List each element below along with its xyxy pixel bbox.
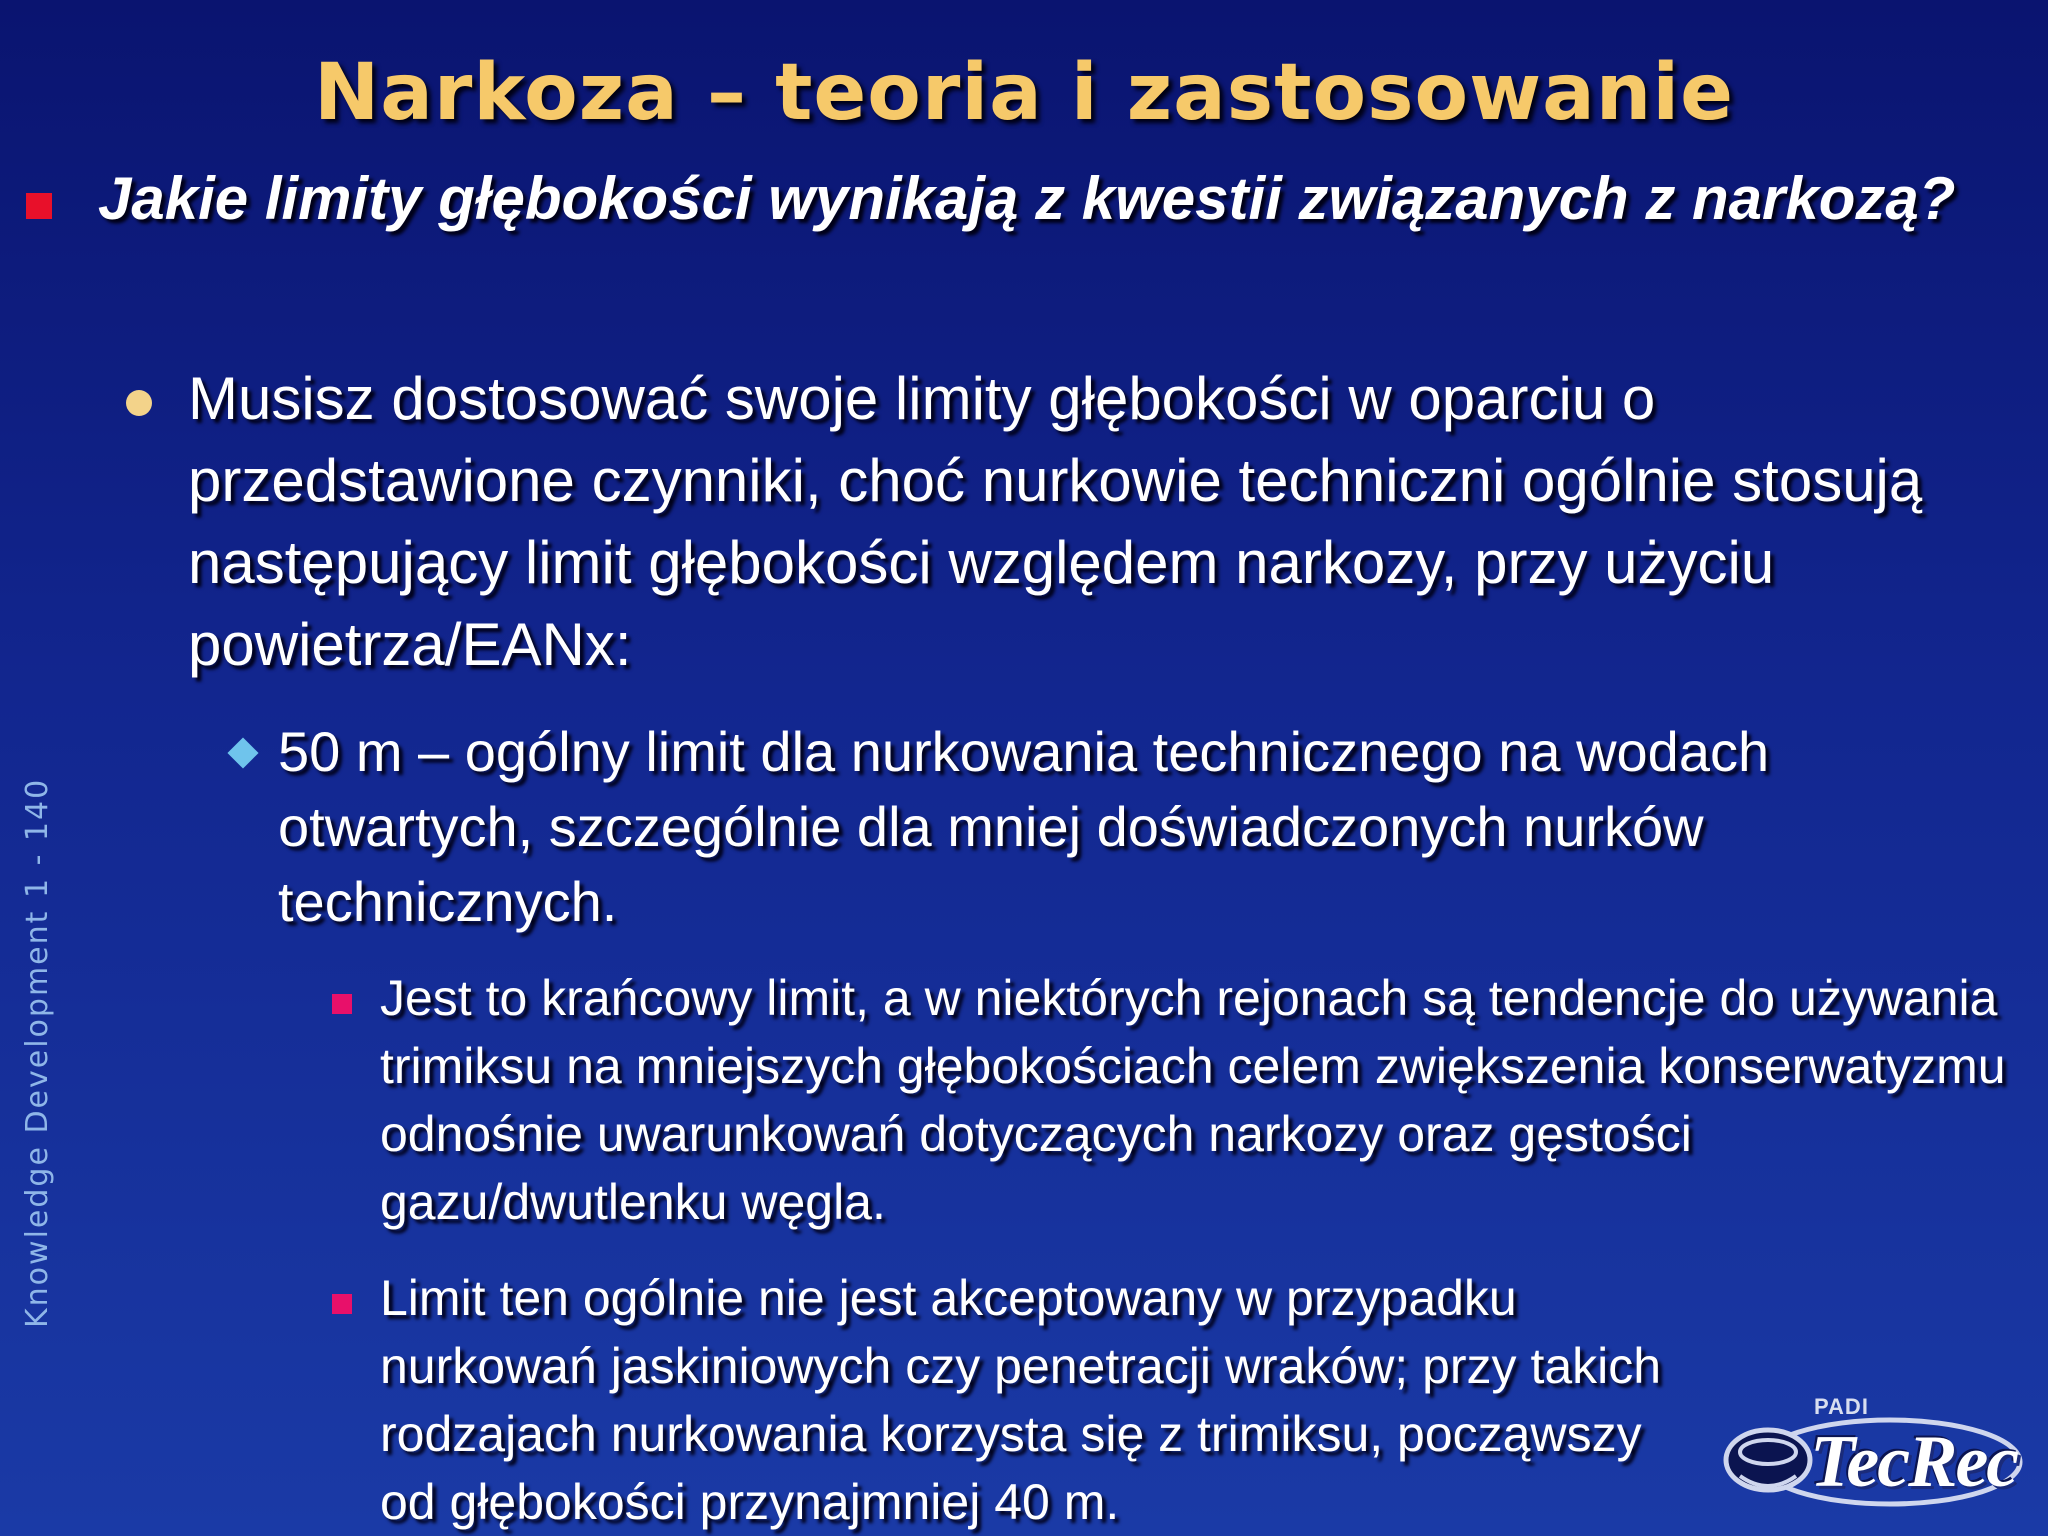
square-bullet-icon <box>26 193 52 219</box>
logo-padi-text: PADI <box>1814 1394 1869 1419</box>
slide-title: Narkoza – teoria i zastosowanie <box>314 48 1734 138</box>
side-label: Knowledge Development 1 - 140 <box>20 777 55 1328</box>
bullet-level1-text: Musisz dostosować swoje limity głębokości w oparciu o przedstawione czynniki, choć nurkowie techniczni ogólnie stosują następujący limit głębokości względem narkozy, przy użyciu powietrza/EANx: <box>188 365 1923 678</box>
bullet-level3-text: Limit ten ogólnie nie jest akceptowany w przypadku nurkowań jaskiniowych czy penetracji wraków; przy takich rodzajach nurkowania korzysta się z trimiksu, począwszy od głębokości przynajmniej 40 m. <box>380 1270 1662 1530</box>
small-square-bullet-icon <box>332 1294 352 1314</box>
bullet-level3-text: Jest to krańcowy limit, a w niektórych rejonach są tendencje do używania trimiksu na mniejszych głębokościach celem zwiększenia konserwatyzmu odnośnie uwarunkowań dotyczących narkozy oraz gęstości gazu/dwutlenku węgla. <box>380 970 2006 1230</box>
logo-tecrec-text: TecRec <box>1810 1421 2018 1503</box>
question-text: Jakie limity głębokości wynikają z kwestii związanych z narkozą? <box>98 165 1956 232</box>
diamond-bullet-icon <box>227 737 258 768</box>
dot-bullet-icon <box>126 390 152 416</box>
small-square-bullet-icon <box>332 994 352 1014</box>
bullet-level2-text: 50 m – ogólny limit dla nurkowania technicznego na wodach otwartych, szczególnie dla mniej doświadczonych nurków technicznych. <box>278 720 1770 933</box>
